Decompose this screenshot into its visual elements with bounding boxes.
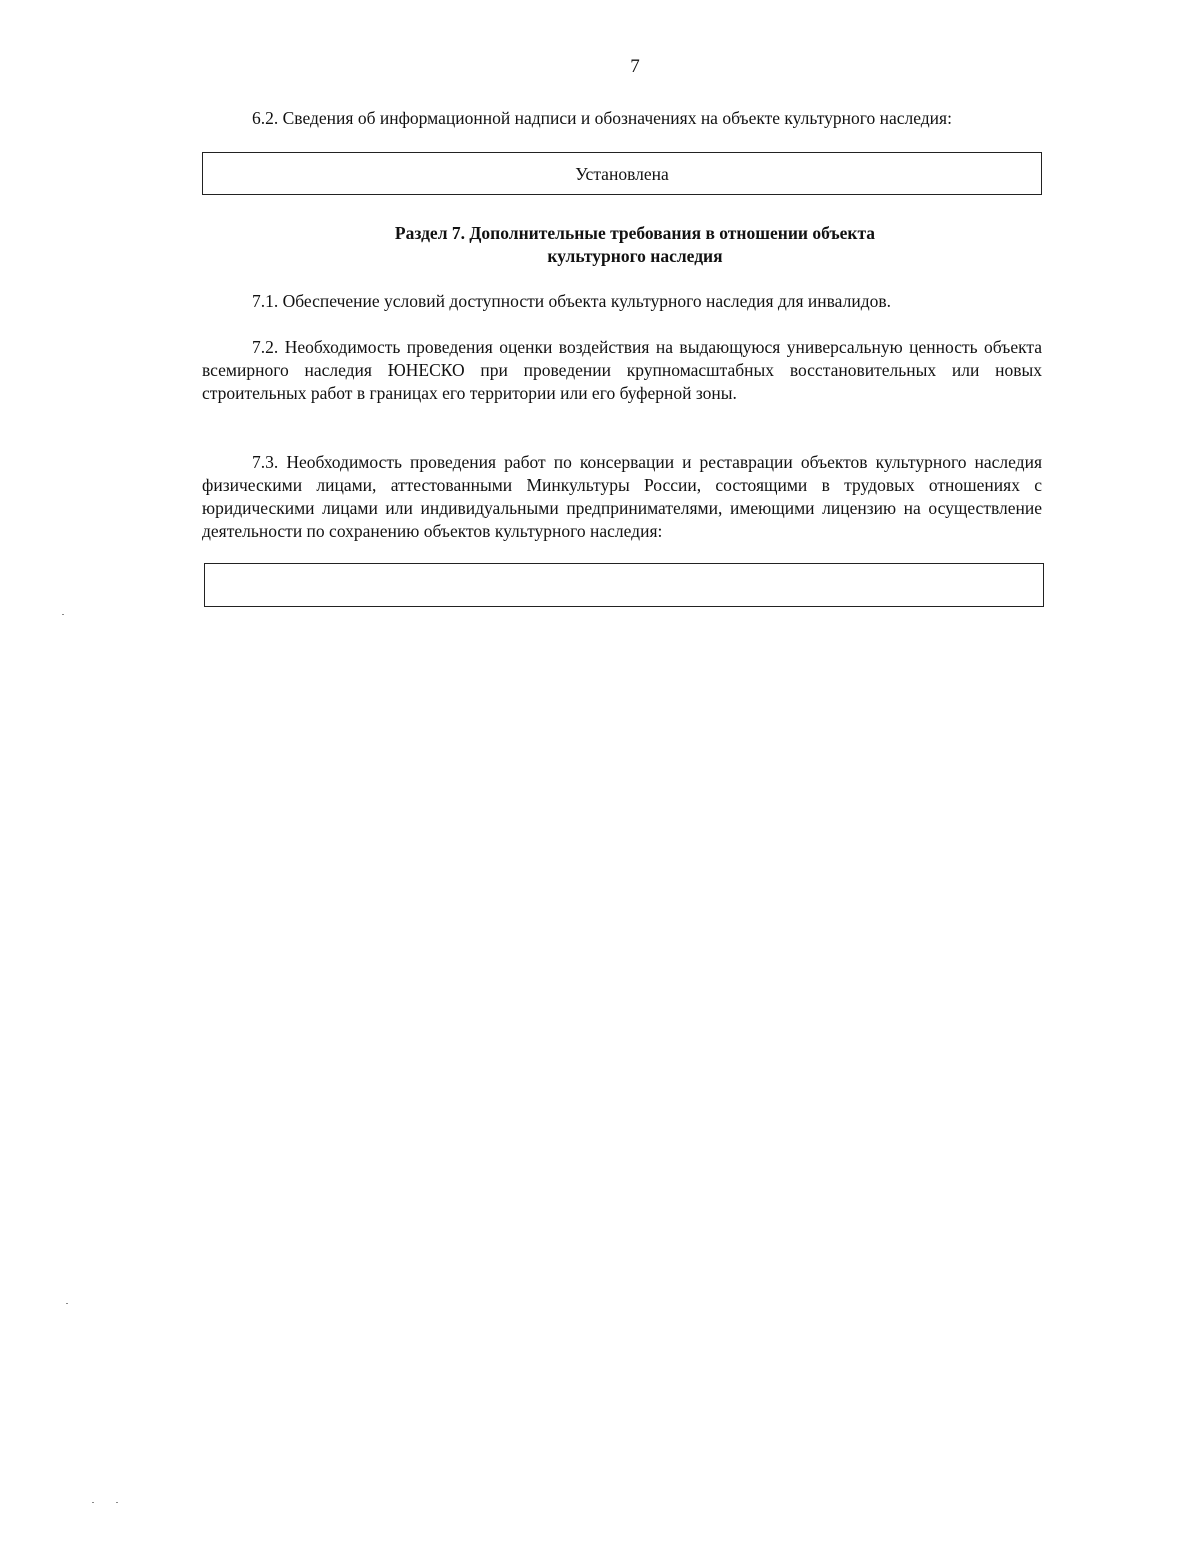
section-7-heading <box>200 222 1070 268</box>
section-7-heading-line1: Раздел 7. Дополнительные требования в отношении объекта <box>394 223 876 243</box>
page-number: 7 <box>630 56 640 77</box>
restoration-requirements-box <box>204 563 1044 607</box>
item-6-2-text: 6.2. Сведения об информационной надписи и обозначениях на объекте культурного наследия: <box>252 108 952 128</box>
item-7-2-text: 7.2. Необходимость проведения оценки воздействия на выдающуюся универсальную ценность объекта всемирного наследия ЮНЕСКО при проведении крупномасштабных восстановительных или новых строительных работ в границах его территории или его буферной зоны. <box>202 337 1042 403</box>
scan-speck <box>116 1502 118 1503</box>
info-inscription-value: Установлена <box>575 164 669 184</box>
item-7-3-text: 7.3. Необходимость проведения работ по консервации и реставрации объектов культурного наследия физическими лицами, аттестованными Минкультуры России, состоящими в трудовых отношениях с юридическими лицами или индивидуальными предпринимателями, имеющими лицензию на осуществление деятельности по сохранению объектов культурного наследия: <box>202 452 1042 541</box>
scan-speck <box>62 614 64 615</box>
item-7-1-text: 7.1. Обеспечение условий доступности объекта культурного наследия для инвалидов. <box>252 291 891 311</box>
info-inscription-box <box>202 152 1042 195</box>
section-7-heading-line2: культурного наследия <box>547 246 723 266</box>
scan-speck <box>92 1502 94 1503</box>
scan-speck <box>66 1303 68 1304</box>
